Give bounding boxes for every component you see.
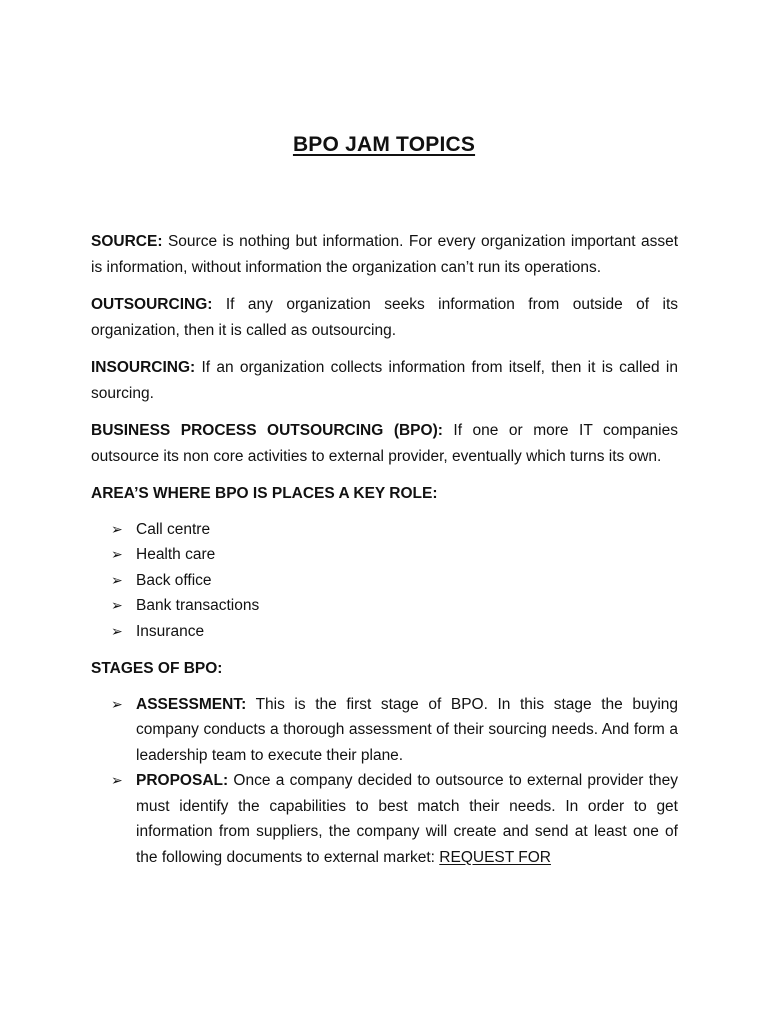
request-for-link[interactable]: REQUEST FOR	[439, 848, 551, 866]
areas-list	[91, 517, 678, 645]
insourcing-text: If an organization collects information from itself, then it is called in sourcing.	[91, 359, 678, 402]
insourcing-paragraph	[91, 355, 678, 406]
outsourcing-paragraph	[91, 292, 678, 343]
arrow-bullet-icon: ➢	[111, 695, 123, 712]
list-item: ➢ Back office	[91, 568, 678, 594]
stage-assessment	[91, 692, 678, 769]
page-title: BPO JAM TOPICS	[292, 133, 476, 156]
outsourcing-term: OUTSOURCING:	[91, 296, 213, 313]
arrow-bullet-icon: ➢	[111, 597, 123, 613]
arrow-bullet-icon: ➢	[111, 520, 123, 537]
source-text: Source is nothing but information. For every organization important asset is information, without information the organization can’t run its operations.	[91, 233, 679, 276]
bpo-paragraph	[91, 418, 678, 469]
proposal-text: Once a company decided to outsource to external provider they must identify the capabilities to best match their needs. In order to get information from suppliers, the company will create and send at least one of the following documents to external market:	[136, 772, 678, 866]
list-item: ➢ Bank transactions	[91, 593, 678, 619]
insourcing-term: INSOURCING:	[91, 359, 196, 376]
arrow-bullet-icon: ➢	[111, 772, 123, 788]
outsourcing-text: If any organization seeks information from outside of its organization, then it is called as outsourcing.	[91, 296, 679, 339]
document-body	[91, 229, 678, 870]
list-item: ➢ Insurance	[91, 619, 678, 645]
assessment-term: ASSESSMENT:	[136, 695, 247, 713]
assessment-text: This is the first stage of BPO. In this stage the buying company conducts a thorough assessment of their sourcing needs. And form a leadership team to execute their plane.	[136, 695, 679, 764]
bpo-term: BUSINESS PROCESS OUTSOURCING (BPO):	[91, 422, 443, 439]
stages-heading: STAGES OF BPO:	[91, 660, 223, 677]
source-term: SOURCE:	[91, 233, 163, 250]
areas-heading: AREA’S WHERE BPO IS PLACES A KEY ROLE:	[91, 485, 438, 502]
bpo-text: If one or more IT companies outsource its non core activities to external provider, eventually which turns its own.	[91, 422, 678, 465]
arrow-bullet-icon: ➢	[111, 546, 123, 562]
list-item: ➢ Call centre	[91, 517, 678, 543]
proposal-term: PROPOSAL:	[136, 772, 229, 789]
arrow-bullet-icon: ➢	[111, 571, 123, 588]
arrow-bullet-icon: ➢	[111, 622, 123, 639]
list-item: ➢ Health care	[91, 542, 678, 568]
stages-list	[91, 692, 678, 871]
stage-proposal	[91, 768, 678, 870]
source-paragraph	[91, 229, 678, 280]
